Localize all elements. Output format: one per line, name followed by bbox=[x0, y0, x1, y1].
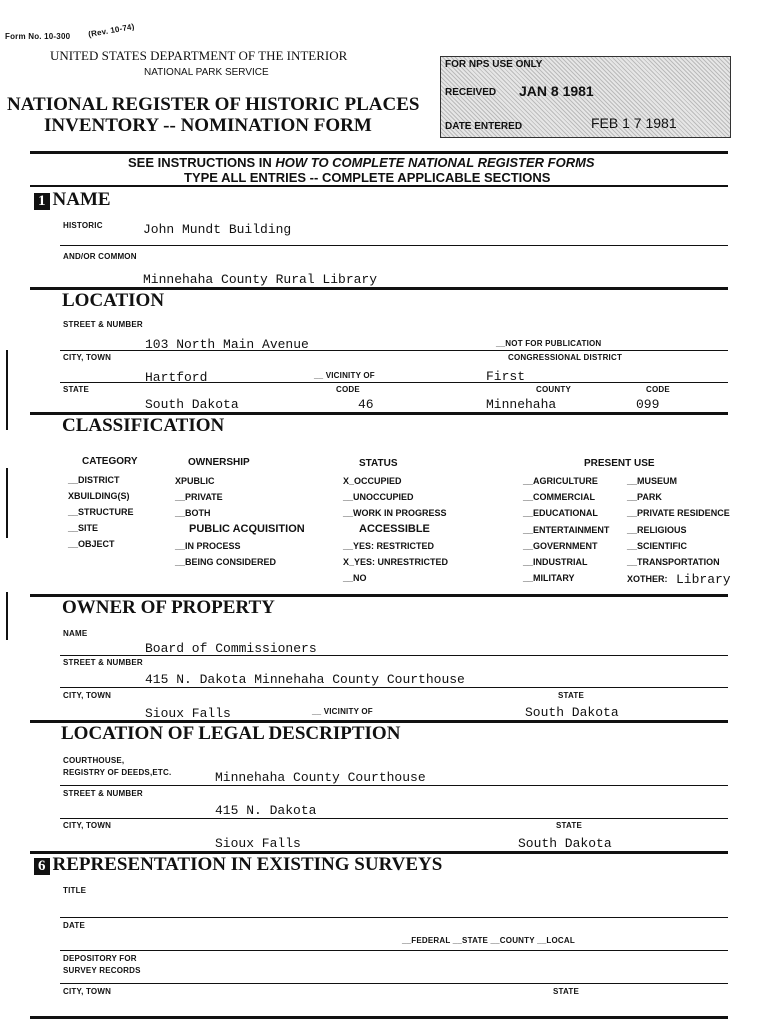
owner-vicinity-of: __ VICINITY OF bbox=[312, 707, 373, 716]
instructions-line1 bbox=[128, 155, 595, 170]
divider bbox=[60, 950, 728, 951]
section-number: 6 bbox=[34, 858, 50, 875]
category-district: __DISTRICT bbox=[68, 475, 120, 485]
depository-label-line1: DEPOSITORY FOR bbox=[63, 954, 137, 963]
state-value: South Dakota bbox=[145, 397, 239, 412]
county-label: COUNTY bbox=[536, 385, 571, 394]
use-scientific: __SCIENTIFIC bbox=[627, 541, 688, 551]
congressional-district-label: CONGRESSIONAL DISTRICT bbox=[508, 353, 623, 362]
margin-mark bbox=[6, 350, 8, 430]
category-object: __OBJECT bbox=[68, 539, 115, 549]
form-title-line1: NATIONAL REGISTER OF HISTORIC PLACES bbox=[7, 94, 420, 115]
city-value: Hartford bbox=[145, 370, 208, 385]
courthouse-label-line2: REGISTRY OF DEEDS,ETC. bbox=[63, 768, 172, 777]
use-educational: __EDUCATIONAL bbox=[523, 508, 598, 518]
section-owner-heading: OWNER OF PROPERTY bbox=[62, 597, 275, 618]
accessible-no: __NO bbox=[343, 573, 367, 583]
use-commercial: __COMMERCIAL bbox=[523, 492, 596, 502]
county-code-value: 099 bbox=[636, 397, 660, 412]
section-surveys-title: REPRESENTATION IN EXISTING SURVEYS bbox=[52, 854, 443, 875]
owner-street-label: STREET & NUMBER bbox=[63, 658, 143, 667]
divider bbox=[60, 350, 728, 351]
legal-street-label: STREET & NUMBER bbox=[63, 789, 143, 798]
survey-levels: __FEDERAL __STATE __COUNTY __LOCAL bbox=[402, 936, 575, 945]
accessible-unrestricted: X_YES: UNRESTRICTED bbox=[343, 557, 449, 567]
divider bbox=[30, 1016, 728, 1019]
use-religious: __RELIGIOUS bbox=[627, 525, 687, 535]
common-name: Minnehaha County Rural Library bbox=[143, 272, 378, 287]
divider bbox=[30, 185, 728, 187]
historic-name: John Mundt Building bbox=[143, 222, 292, 237]
accessible-header: ACCESSIBLE bbox=[359, 523, 430, 535]
present-use-header: PRESENT USE bbox=[584, 458, 655, 469]
status-header: STATUS bbox=[359, 458, 398, 469]
margin-mark bbox=[6, 468, 8, 538]
divider bbox=[60, 818, 728, 819]
section-name-heading bbox=[34, 189, 111, 211]
instructions-title: HOW TO COMPLETE NATIONAL REGISTER FORMS bbox=[275, 155, 595, 170]
not-for-publication: __NOT FOR PUBLICATION bbox=[496, 339, 602, 348]
street-label: STREET & NUMBER bbox=[63, 320, 143, 329]
use-agriculture: __AGRICULTURE bbox=[523, 476, 598, 486]
vicinity-of: __ VICINITY OF bbox=[314, 371, 375, 380]
owner-street-value: 415 N. Dakota Minnehaha County Courthouse bbox=[145, 672, 465, 687]
use-government: __GOVERNMENT bbox=[523, 541, 598, 551]
owner-state-label: STATE bbox=[558, 691, 585, 700]
section-legal-heading: LOCATION OF LEGAL DESCRIPTION bbox=[61, 723, 401, 744]
section-classification-heading: CLASSIFICATION bbox=[62, 415, 225, 436]
margin-mark bbox=[6, 592, 8, 640]
state-code-value: 46 bbox=[358, 397, 374, 412]
section-number: 1 bbox=[34, 193, 50, 210]
divider bbox=[60, 785, 728, 786]
owner-name-label: NAME bbox=[63, 629, 88, 638]
instructions-prefix: SEE INSTRUCTIONS IN bbox=[128, 155, 276, 170]
status-occupied: X_OCCUPIED bbox=[343, 476, 402, 486]
use-park: __PARK bbox=[627, 492, 662, 502]
acquisition-header: PUBLIC ACQUISITION bbox=[189, 523, 305, 535]
department: UNITED STATES DEPARTMENT OF THE INTERIOR bbox=[50, 48, 348, 63]
use-museum: __MUSEUM bbox=[627, 476, 678, 486]
survey-city-label: CITY, TOWN bbox=[63, 987, 112, 996]
nps-use-only-label: FOR NPS USE ONLY bbox=[445, 59, 543, 70]
ownership-private: __PRIVATE bbox=[175, 492, 223, 502]
category-structure: __STRUCTURE bbox=[68, 507, 134, 517]
owner-name-value: Board of Commissioners bbox=[145, 641, 317, 656]
legal-city-value: Sioux Falls bbox=[215, 836, 301, 851]
state-code-label: CODE bbox=[336, 385, 360, 394]
category-site: __SITE bbox=[68, 523, 99, 533]
ownership-both: __BOTH bbox=[175, 508, 211, 518]
divider bbox=[60, 917, 728, 918]
legal-state-value: South Dakota bbox=[518, 836, 612, 851]
use-private-residence: __PRIVATE RESIDENCE bbox=[627, 508, 730, 518]
divider bbox=[60, 687, 728, 688]
ownership-public: XPUBLIC bbox=[175, 476, 215, 486]
use-entertainment: __ENTERTAINMENT bbox=[523, 525, 610, 535]
status-unoccupied: __UNOCCUPIED bbox=[343, 492, 414, 502]
instructions-line2: TYPE ALL ENTRIES -- COMPLETE APPLICABLE SECTIONS bbox=[184, 170, 551, 185]
owner-state-value: South Dakota bbox=[525, 705, 619, 720]
courthouse-value: Minnehaha County Courthouse bbox=[215, 770, 426, 785]
form-revision: (Rev. 10-74) bbox=[87, 22, 136, 39]
survey-state-label: STATE bbox=[553, 987, 580, 996]
divider bbox=[60, 382, 728, 383]
received-date: JAN 8 1981 bbox=[519, 83, 594, 99]
legal-state-label: STATE bbox=[556, 821, 583, 830]
county-value: Minnehaha bbox=[486, 397, 557, 412]
city-label: CITY, TOWN bbox=[63, 353, 112, 362]
courthouse-label-line1: COURTHOUSE, bbox=[63, 756, 125, 765]
form-title-line2: INVENTORY -- NOMINATION FORM bbox=[44, 115, 372, 136]
acquisition-considered: __BEING CONSIDERED bbox=[175, 557, 277, 567]
divider bbox=[60, 655, 728, 656]
street-value: 103 North Main Avenue bbox=[145, 337, 309, 352]
survey-date-label: DATE bbox=[63, 921, 85, 930]
legal-street-value: 415 N. Dakota bbox=[215, 803, 317, 818]
use-other-label: XOTHER: bbox=[627, 574, 668, 584]
accessible-restricted: __YES: RESTRICTED bbox=[343, 541, 435, 551]
section-name-title: NAME bbox=[52, 189, 111, 210]
received-label: RECEIVED bbox=[445, 87, 497, 98]
use-transportation: __TRANSPORTATION bbox=[627, 557, 720, 567]
depository-label-line2: SURVEY RECORDS bbox=[63, 966, 141, 975]
use-military: __MILITARY bbox=[523, 573, 575, 583]
use-industrial: __INDUSTRIAL bbox=[523, 557, 588, 567]
divider bbox=[60, 983, 728, 984]
divider bbox=[30, 151, 728, 154]
section-surveys-heading bbox=[34, 854, 442, 876]
county-code-label: CODE bbox=[646, 385, 670, 394]
divider bbox=[60, 245, 728, 246]
date-entered-label: DATE ENTERED bbox=[445, 121, 523, 132]
congressional-district-value: First bbox=[486, 369, 526, 384]
historic-label: HISTORIC bbox=[63, 221, 103, 230]
form-number: Form No. 10-300 bbox=[5, 32, 71, 41]
status-work-in-progress: __WORK IN PROGRESS bbox=[343, 508, 447, 518]
service: NATIONAL PARK SERVICE bbox=[144, 67, 269, 78]
ownership-header: OWNERSHIP bbox=[188, 457, 250, 468]
nps-use-only-stamp bbox=[440, 56, 731, 138]
owner-city-value: Sioux Falls bbox=[145, 706, 231, 721]
category-building: XBUILDING(S) bbox=[68, 491, 130, 501]
survey-title-label: TITLE bbox=[63, 886, 87, 895]
section-location-heading: LOCATION bbox=[62, 290, 165, 311]
date-entered-value: FEB 1 7 1981 bbox=[591, 115, 677, 131]
common-label: AND/OR COMMON bbox=[63, 252, 137, 261]
legal-city-label: CITY, TOWN bbox=[63, 821, 112, 830]
state-label: STATE bbox=[63, 385, 90, 394]
use-other-value: Library bbox=[676, 572, 731, 587]
owner-city-label: CITY, TOWN bbox=[63, 691, 112, 700]
category-header: CATEGORY bbox=[82, 456, 138, 467]
acquisition-in-process: __IN PROCESS bbox=[175, 541, 241, 551]
